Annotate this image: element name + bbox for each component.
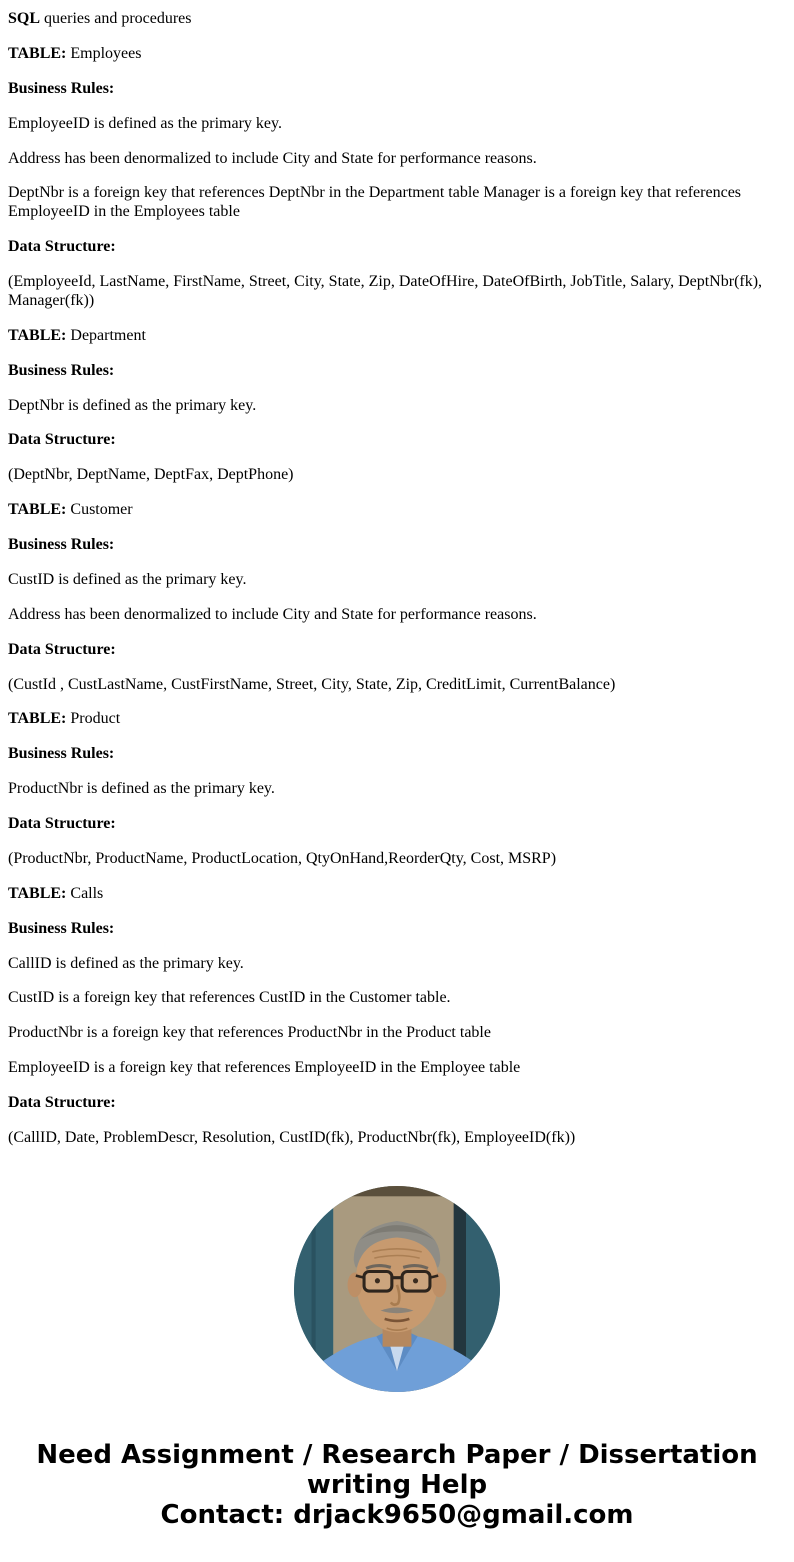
rule-text: Address has been denormalized to include City and State for performance reasons. — [8, 149, 537, 167]
table-heading — [8, 501, 786, 520]
footer-heading-line2: writing Help — [306, 1469, 488, 1500]
rule-text: ProductNbr is defined as the primary key. — [8, 780, 275, 798]
table-heading — [8, 327, 786, 346]
profile-photo — [294, 1186, 500, 1392]
intro-line — [8, 10, 786, 29]
data-structure-label: Data Structure: — [8, 431, 116, 449]
table-label: TABLE: — [8, 44, 67, 62]
structure-text: (CustId , CustLastName, CustFirstName, Street, City, State, Zip, CreditLimit, CurrentBalance) — [8, 675, 616, 693]
avatar-container — [8, 1186, 786, 1392]
structure-text: (ProductNbr, ProductName, ProductLocation, QtyOnHand,ReorderQty, Cost, MSRP) — [8, 849, 557, 867]
business-rules-label: Business Rules: — [8, 536, 115, 553]
footer — [8, 1440, 786, 1554]
table-label: TABLE: — [8, 501, 67, 519]
rule-text: CustID is defined as the primary key. — [8, 570, 247, 588]
table-name: Customer — [70, 501, 133, 519]
table-name: Employees — [70, 44, 142, 62]
rule-text: DeptNbr is a foreign key that references DeptNbr in the Department table Manager is a foreign key that references EmployeeID in the Employees table — [8, 184, 742, 221]
data-structure-label: Data Structure: — [8, 815, 116, 832]
table-heading — [8, 710, 786, 729]
rule-text: EmployeeID is a foreign key that references EmployeeID in the Employee table — [8, 1059, 521, 1077]
rule-text: DeptNbr is defined as the primary key. — [8, 396, 257, 414]
data-structure-label: Data Structure: — [8, 1094, 116, 1111]
rule-text: Address has been denormalized to include City and State for performance reasons. — [8, 605, 537, 623]
data-structure-label: Data Structure: — [8, 238, 116, 256]
intro-rest-text: queries and procedures — [44, 10, 192, 27]
table-label: TABLE: — [8, 710, 67, 728]
rule-text: CallID is defined as the primary key. — [8, 954, 244, 972]
table-label: TABLE: — [8, 884, 67, 902]
structure-text: (DeptNbr, DeptName, DeptFax, DeptPhone) — [8, 466, 294, 484]
business-rules-label: Business Rules: — [8, 745, 115, 763]
rule-text: CustID is a foreign key that references CustID in the Customer table. — [8, 989, 451, 1007]
footer-contact-email: Contact: drjack9650@gmail.com — [160, 1500, 634, 1531]
business-rules-label: Business Rules: — [8, 919, 115, 937]
table-label: TABLE: — [8, 326, 67, 344]
footer-heading-line1: Need Assignment / Research Paper / Dissertation — [36, 1439, 758, 1470]
table-name: Product — [70, 710, 121, 728]
table-heading — [8, 885, 786, 904]
business-rules-label: Business Rules: — [8, 361, 115, 379]
rule-text: ProductNbr is a foreign key that references ProductNbr in the Product table — [8, 1024, 491, 1042]
structure-text: (EmployeeId, LastName, FirstName, Street, City, State, Zip, DateOfHire, DateOfBirth, JobTitle, Salary, DeptNbr(fk), Manager(fk)) — [8, 273, 763, 309]
table-name: Calls — [70, 884, 104, 902]
business-rules-label: Business Rules: — [8, 79, 115, 97]
data-structure-label: Data Structure: — [8, 640, 116, 658]
table-heading — [8, 45, 786, 64]
structure-text: (CallID, Date, ProblemDescr, Resolution, CustID(fk), ProductNbr(fk), EmployeeID(fk)) — [8, 1128, 576, 1146]
intro-bold-word: SQL — [8, 10, 41, 27]
table-name: Department — [70, 326, 146, 344]
rule-text: EmployeeID is defined as the primary key. — [8, 114, 282, 132]
